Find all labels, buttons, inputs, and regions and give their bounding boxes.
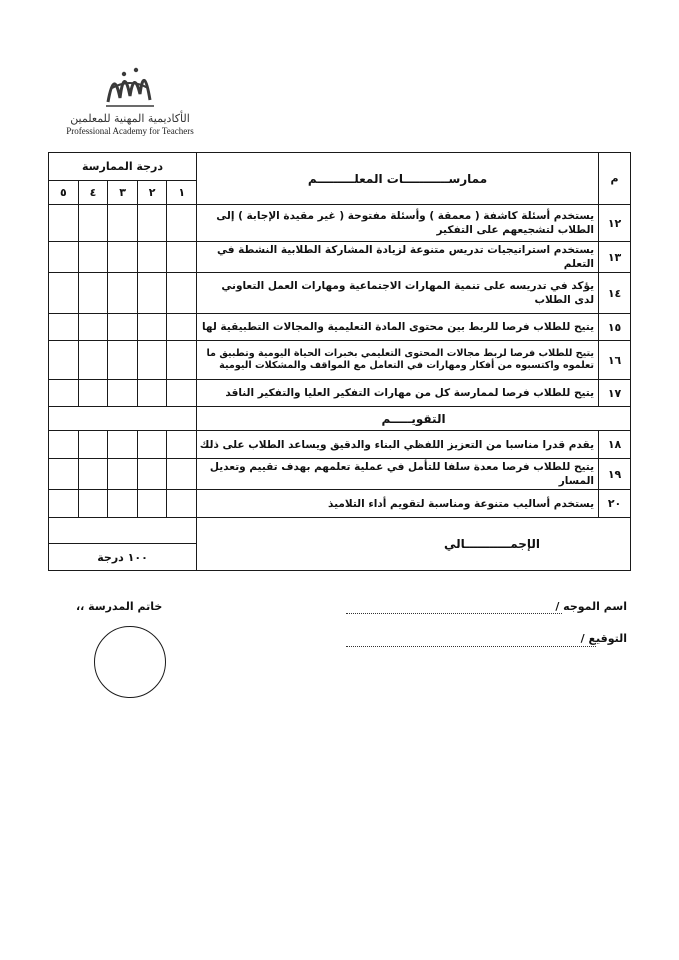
row-number: ١٦ bbox=[599, 341, 631, 380]
score-cell[interactable] bbox=[137, 273, 167, 314]
table-row bbox=[49, 459, 631, 490]
score-cell[interactable] bbox=[78, 490, 108, 518]
row-practice-text: يتيح للطلاب فرصا معدة سلفا للتأمل في عملية تعلمهم بهدف تقييم وتعديل المسار bbox=[197, 459, 599, 490]
row-practice-text: يتيح للطلاب فرصا لممارسة كل من مهارات التفكير العليا والتفكير الناقد bbox=[197, 380, 599, 407]
section-evaluation: التقويـــــم bbox=[197, 407, 631, 431]
row-practice-text: يستخدم استراتيجيات تدريس متنوعة لزيادة المشاركة الطلابية النشطة في التعلم bbox=[197, 242, 599, 273]
score-cell[interactable] bbox=[78, 242, 108, 273]
score-cell[interactable] bbox=[78, 341, 108, 380]
supervisor-name-field[interactable] bbox=[346, 612, 562, 614]
score-cell[interactable] bbox=[108, 314, 138, 341]
header-num: م bbox=[599, 153, 631, 205]
academy-logo bbox=[60, 58, 200, 140]
score-cell[interactable] bbox=[108, 380, 138, 407]
score-cell[interactable] bbox=[49, 242, 79, 273]
score-cell[interactable] bbox=[108, 431, 138, 459]
row-practice-text: يتيح للطلاب فرصا للربط بين محتوى المادة التعليمية والمجالات التطبيقية لها bbox=[197, 314, 599, 341]
score-cell[interactable] bbox=[78, 205, 108, 242]
score-cell[interactable] bbox=[108, 205, 138, 242]
total-label: الإجمـــــــــــالي bbox=[197, 518, 631, 571]
score-cell[interactable] bbox=[108, 242, 138, 273]
row-number: ١٨ bbox=[599, 431, 631, 459]
row-number: ١٢ bbox=[599, 205, 631, 242]
total-input-cell[interactable] bbox=[49, 518, 197, 544]
school-stamp-circle bbox=[94, 626, 166, 698]
score-col-1: ١ bbox=[167, 181, 197, 205]
table-row bbox=[49, 314, 631, 341]
score-cell[interactable] bbox=[108, 273, 138, 314]
score-cell[interactable] bbox=[49, 490, 79, 518]
row-number: ٢٠ bbox=[599, 490, 631, 518]
score-cell[interactable] bbox=[167, 314, 197, 341]
signature-field[interactable] bbox=[346, 645, 596, 647]
score-cell[interactable] bbox=[78, 314, 108, 341]
score-col-5: ٥ bbox=[49, 181, 79, 205]
total-score: ١٠٠ درجة bbox=[49, 544, 197, 571]
academy-calligraphy-mark bbox=[100, 58, 160, 110]
score-cell[interactable] bbox=[137, 459, 167, 490]
score-cell[interactable] bbox=[137, 341, 167, 380]
table-row bbox=[49, 205, 631, 242]
score-cell[interactable] bbox=[78, 431, 108, 459]
row-number: ١٩ bbox=[599, 459, 631, 490]
score-cell[interactable] bbox=[167, 459, 197, 490]
score-cell[interactable] bbox=[49, 314, 79, 341]
table-row bbox=[49, 431, 631, 459]
header-degree: درجة الممارسة bbox=[49, 153, 197, 181]
score-cell[interactable] bbox=[167, 273, 197, 314]
signature-label: التوقيع / bbox=[580, 632, 627, 645]
row-practice-text: يؤكد في تدريسه على تنمية المهارات الاجتماعية ومهارات العمل التعاوني لدى الطلاب bbox=[197, 273, 599, 314]
score-cell[interactable] bbox=[167, 205, 197, 242]
score-cell[interactable] bbox=[108, 490, 138, 518]
table-row bbox=[49, 341, 631, 380]
table-row bbox=[49, 273, 631, 314]
score-cell[interactable] bbox=[108, 459, 138, 490]
score-cell[interactable] bbox=[167, 490, 197, 518]
header-practices: ممارســـــــــــات المعلـــــــــم bbox=[197, 153, 599, 205]
score-cell[interactable] bbox=[49, 273, 79, 314]
score-cell[interactable] bbox=[49, 380, 79, 407]
score-cell[interactable] bbox=[78, 459, 108, 490]
score-col-4: ٤ bbox=[78, 181, 108, 205]
score-cell[interactable] bbox=[78, 273, 108, 314]
score-cell[interactable] bbox=[137, 314, 167, 341]
score-cell[interactable] bbox=[137, 242, 167, 273]
score-cell[interactable] bbox=[137, 490, 167, 518]
row-number: ١٧ bbox=[599, 380, 631, 407]
score-cell[interactable] bbox=[137, 380, 167, 407]
score-cell[interactable] bbox=[78, 380, 108, 407]
row-number: ١٤ bbox=[599, 273, 631, 314]
table-row bbox=[49, 242, 631, 273]
row-practice-text: يقدم قدرا مناسبا من التعزيز اللفظي البناء والدقيق ويساعد الطلاب على ذلك bbox=[197, 431, 599, 459]
row-practice-text: يستخدم أساليب متنوعة ومناسبة لتقويم أداء التلاميذ bbox=[197, 490, 599, 518]
row-number: ١٣ bbox=[599, 242, 631, 273]
section-blank-cell bbox=[49, 407, 197, 431]
table-row bbox=[49, 490, 631, 518]
score-cell[interactable] bbox=[49, 341, 79, 380]
school-stamp-label: خاتم المدرسة ،، bbox=[76, 600, 163, 613]
logo-english-text: Professional Academy for Teachers bbox=[66, 126, 194, 136]
supervisor-name-label: اسم الموجه / bbox=[555, 600, 627, 613]
score-cell[interactable] bbox=[49, 431, 79, 459]
logo-arabic-text: الأكاديمية المهنية للمعلمين bbox=[70, 112, 190, 125]
score-cell[interactable] bbox=[49, 205, 79, 242]
score-cell[interactable] bbox=[137, 205, 167, 242]
score-cell[interactable] bbox=[167, 380, 197, 407]
score-col-2: ٢ bbox=[137, 181, 167, 205]
score-cell[interactable] bbox=[49, 459, 79, 490]
score-col-3: ٣ bbox=[108, 181, 138, 205]
row-practice-text: يستخدم أسئلة كاشفة ( معمقة ) وأسئلة مفتوحة ( غير مقيدة الإجابة ) إلى الطلاب لتشجيعهم على التفكير bbox=[197, 205, 599, 242]
row-number: ١٥ bbox=[599, 314, 631, 341]
table-row bbox=[49, 380, 631, 407]
row-practice-text: يتيح للطلاب فرصا لربط مجالات المحتوى التعليمي بخبرات الحياة اليومية وتطبيق ما تعلموه واكتسبوه من أفكار ومهارات في التعامل مع المواقف والمشكلات اليومية bbox=[197, 341, 599, 380]
score-cell[interactable] bbox=[108, 341, 138, 380]
teacher-evaluation-table bbox=[48, 152, 631, 571]
score-cell[interactable] bbox=[167, 431, 197, 459]
score-cell[interactable] bbox=[167, 341, 197, 380]
score-cell[interactable] bbox=[167, 242, 197, 273]
score-cell[interactable] bbox=[137, 431, 167, 459]
